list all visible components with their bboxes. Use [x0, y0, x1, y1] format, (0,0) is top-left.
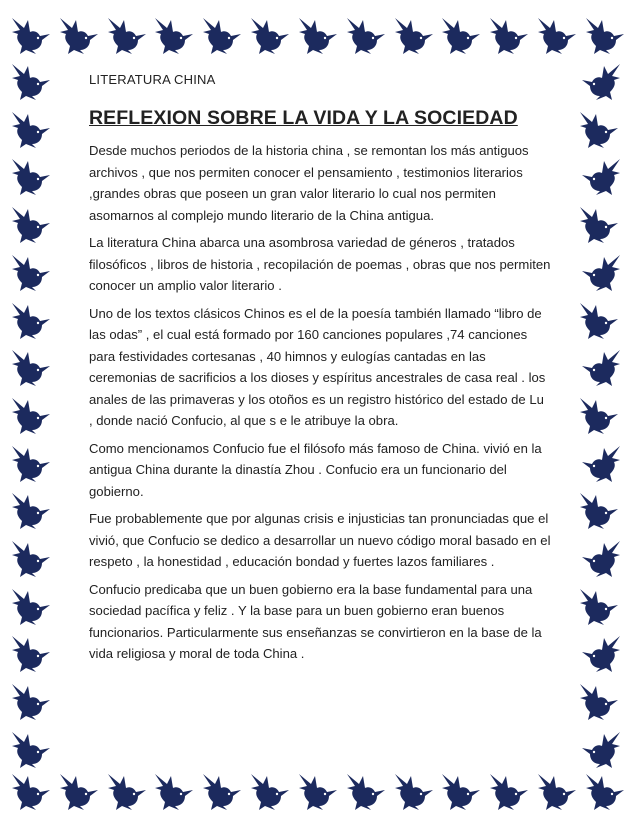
- border-right: [578, 58, 628, 770]
- swallow-bird-icon: [578, 249, 622, 293]
- paragraph: Como mencionamos Confucio fue el filósofo más famoso de China. vivió en la antigua China durante la dinastía Zhou . Confucio era un funcionario del gobierno.: [89, 440, 542, 499]
- document-title: REFLEXION SOBRE LA VIDA Y LA SOCIEDAD: [89, 107, 518, 129]
- swallow-bird-icon: [578, 392, 622, 436]
- swallow-bird-icon: [578, 678, 622, 722]
- border-top: [10, 12, 628, 60]
- swallow-bird-icon: [10, 535, 54, 579]
- swallow-bird-icon: [393, 12, 437, 56]
- swallow-bird-icon: [440, 12, 484, 56]
- swallow-bird-icon: [10, 106, 54, 150]
- swallow-bird-icon: [10, 12, 54, 56]
- swallow-bird-icon: [578, 583, 622, 627]
- swallow-bird-icon: [106, 12, 150, 56]
- swallow-bird-icon: [578, 535, 622, 579]
- swallow-bird-icon: [201, 768, 245, 812]
- swallow-bird-icon: [578, 487, 622, 531]
- paragraph: Fue probablemente que por algunas crisis e injusticias tan pronunciadas que el vivió, que Confucio se dedico a desarrollar un nuevo código moral basado en el respeto , la honestidad , educación bondad y fuertes lazos familiares .: [89, 511, 551, 569]
- swallow-bird-icon: [393, 768, 437, 812]
- paragraph: La literatura China abarca una asombrosa variedad de géneros , tratados filosóficos , libros de historia , recopilación de poemas , obras que nos permiten conocer un amplio valor literario .: [89, 235, 551, 293]
- swallow-bird-icon: [58, 12, 102, 56]
- swallow-bird-icon: [345, 768, 389, 812]
- swallow-bird-icon: [578, 297, 622, 341]
- swallow-bird-icon: [345, 12, 389, 56]
- swallow-bird-icon: [578, 106, 622, 150]
- swallow-bird-icon: [153, 768, 197, 812]
- paragraph: Uno de los textos clásicos Chinos es el de la poesía también llamado “libro de las odas” , el cual está formado por 160 canciones populares ,74 canciones para festividades cortesanas , 40 himnos y eulogías cantadas en las ceremonias de sacrificios a los dioses y espíritus ancestrales de casa real . los anales de las primaveras y los otoños es un registro histórico del estado de Lu , donde nació Confucio, al que s e le atribuye la obra.: [89, 305, 546, 428]
- swallow-bird-icon: [10, 297, 54, 341]
- swallow-bird-icon: [10, 726, 54, 770]
- swallow-bird-icon: [578, 201, 622, 245]
- document-header: LITERATURA CHINA: [89, 72, 216, 87]
- swallow-bird-icon: [584, 768, 628, 812]
- swallow-bird-icon: [10, 487, 54, 531]
- swallow-bird-icon: [578, 726, 622, 770]
- paragraph: Desde muchos periodos de la historia china , se remontan los más antiguos archivos , que nos permiten conocer el pensamiento , testimonios literarios ,grandes obras que poseen un gran valor literario lo cual nos permiten asomarnos al complejo mundo literario de la China antigua.: [89, 143, 529, 223]
- border-bottom: [10, 768, 628, 816]
- swallow-bird-icon: [578, 58, 622, 102]
- swallow-bird-icon: [488, 12, 532, 56]
- swallow-bird-icon: [10, 344, 54, 388]
- swallow-bird-icon: [10, 392, 54, 436]
- swallow-bird-icon: [249, 768, 293, 812]
- swallow-bird-icon: [10, 440, 54, 484]
- swallow-bird-icon: [10, 58, 54, 102]
- swallow-bird-icon: [10, 630, 54, 674]
- swallow-bird-icon: [536, 12, 580, 56]
- swallow-bird-icon: [106, 768, 150, 812]
- swallow-bird-icon: [578, 440, 622, 484]
- swallow-bird-icon: [201, 12, 245, 56]
- swallow-bird-icon: [536, 768, 580, 812]
- swallow-bird-icon: [578, 153, 622, 197]
- swallow-bird-icon: [10, 153, 54, 197]
- swallow-bird-icon: [584, 12, 628, 56]
- swallow-bird-icon: [488, 768, 532, 812]
- swallow-bird-icon: [10, 249, 54, 293]
- swallow-bird-icon: [10, 201, 54, 245]
- swallow-bird-icon: [578, 630, 622, 674]
- swallow-bird-icon: [58, 768, 102, 812]
- swallow-bird-icon: [249, 12, 293, 56]
- swallow-bird-icon: [153, 12, 197, 56]
- document-body: [89, 72, 551, 671]
- swallow-bird-icon: [10, 583, 54, 627]
- swallow-bird-icon: [440, 768, 484, 812]
- swallow-bird-icon: [297, 12, 341, 56]
- swallow-bird-icon: [10, 768, 54, 812]
- swallow-bird-icon: [10, 678, 54, 722]
- swallow-bird-icon: [578, 344, 622, 388]
- paragraph: Confucio predicaba que un buen gobierno era la base fundamental para una sociedad pacífica y feliz . Y la base para un buen gobierno eran buenos funcionarios. Particularmente sus enseñanzas se convirtieron en la base de la vida religiosa y moral de toda China .: [89, 581, 542, 661]
- border-left: [10, 58, 60, 770]
- swallow-bird-icon: [297, 768, 341, 812]
